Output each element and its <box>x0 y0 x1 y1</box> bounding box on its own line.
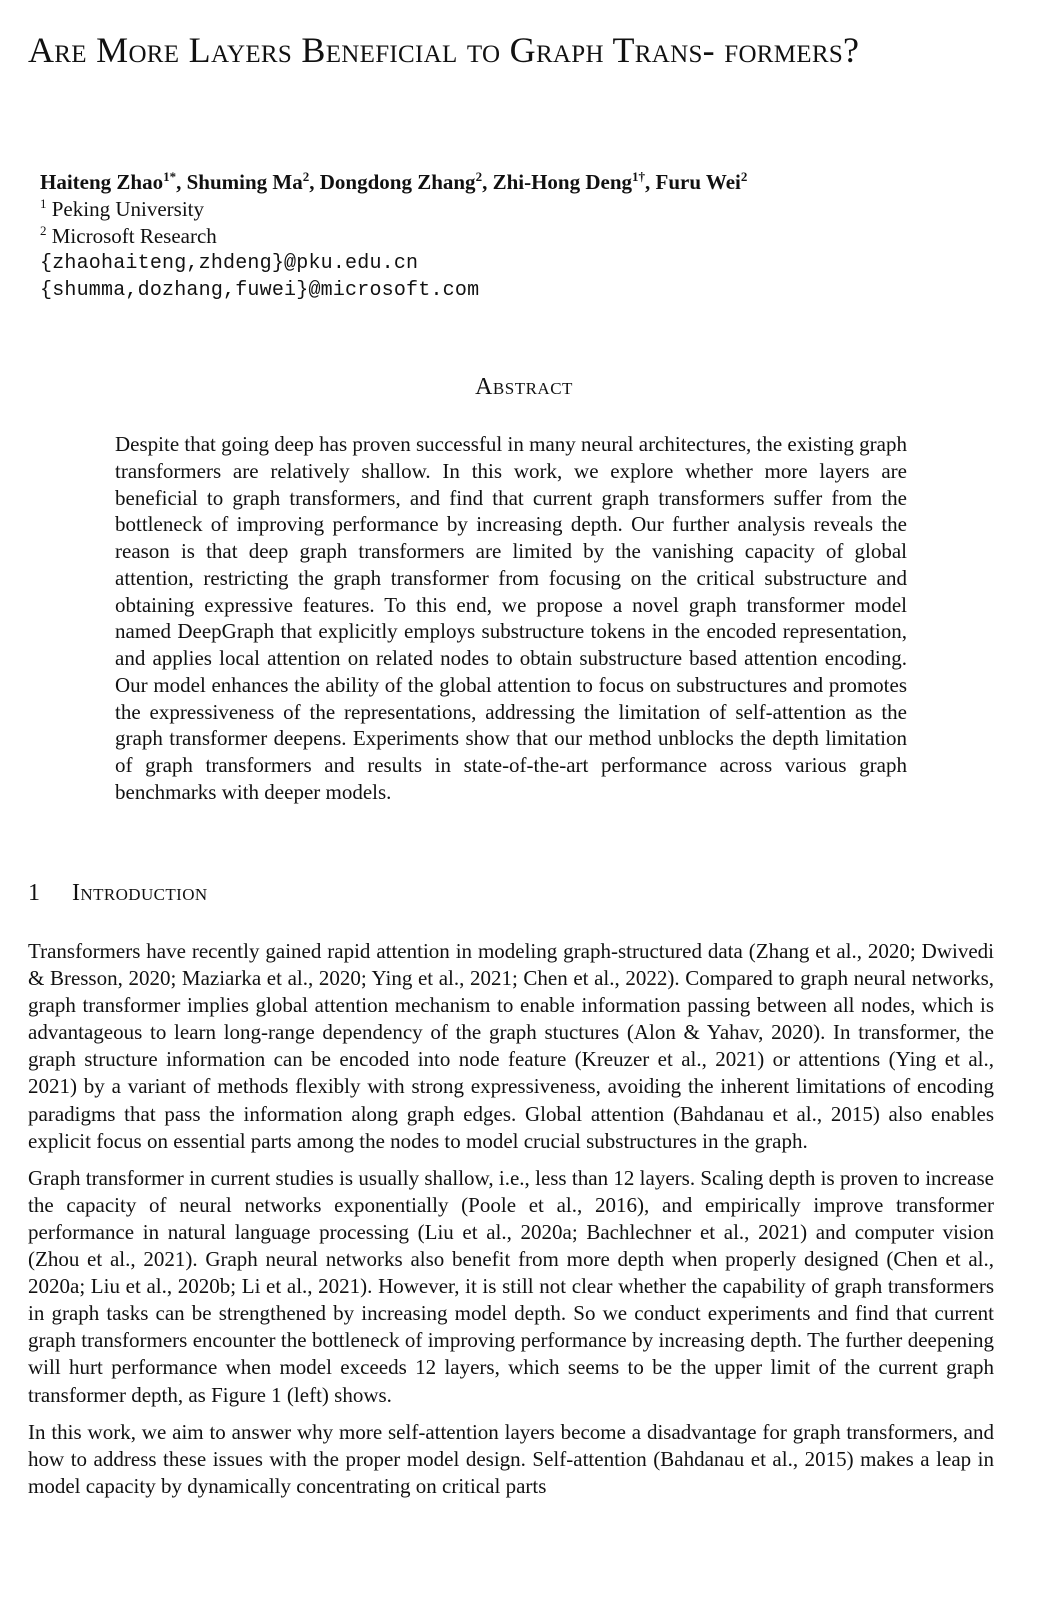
author: Dongdong Zhang$^2$, <box>319 169 493 194</box>
author: Zhi-Hong Deng$^{1\dagger}$, <box>492 169 656 194</box>
author: Furu Wei$^2$ <box>655 169 748 194</box>
section-heading <box>28 880 1008 907</box>
affiliation: $^1$ Peking University <box>40 196 204 221</box>
paragraph: In this work, we aim to answer why more self-attention layers become a disadvantage for graph transformers, and how to address these issues with the proper model design. Self-attention (Bahdanau et al., 2015) makes a leap in model capacity by dynamically concentrating on critical parts <box>28 1419 994 1498</box>
section-body <box>28 938 994 1510</box>
email-line: {zhaohaiteng,zhdeng}@pku.edu.cn <box>40 252 419 275</box>
section-title: Introduction <box>72 880 208 906</box>
abstract-text: Despite that going deep has proven successful in many neural architectures, the existing graph transformers are relatively shallow. In this work, we explore whether more layers are beneficial to graph transformers, and find that current graph transformers suffer from the bottleneck of improving performance by increasing depth. Our further analysis reveals the reason is that deep graph transformers are limited by the vanishing capacity of global attention, restricting the graph transformer from focusing on the critical substructure and obtaining expressive features. To this end, we propose a novel graph transformer model named DeepGraph that explicitly employs substructure tokens in the encoded representation, and applies local attention on related nodes to obtain substructure based attention encoding. Our model enhances the ability of the global attention to focus on substructures and promotes the expressiveness of the representations, addressing the limitation of self-attention as the graph transformer deepens. Experiments show that our method unblocks the depth limitation of graph transformers and results in state-of-the-art performance across various graph benchmarks with deeper models. <box>115 432 907 804</box>
abstract-heading: Abstract <box>475 374 573 400</box>
paper-title: Are More Layers Beneficial to Graph Trans- formers? <box>28 30 860 70</box>
author: Shuming Ma$^2$, <box>186 169 320 194</box>
affiliation: $^2$ Microsoft Research <box>40 223 217 248</box>
paragraph: Graph transformer in current studies is usually shallow, i.e., less than 12 layers. Scaling depth is proven to increase the capacity of neural networks exponentially (Poole et al., 2016), and empirically improve transformer performance in natural language processing (Liu et al., 2020a; Bachlechner et al., 2021) and computer vision (Zhou et al., 2021). Graph neural networks also benefit from more depth when properly designed (Chen et al., 2020a; Liu et al., 2020b; Li et al., 2021). However, it is still not clear whether the capability of graph transformers in graph tasks can be strengthened by increasing model depth. So we conduct experiments and find that current graph transformers encounter the bottleneck of improving performance by increasing depth. The further deepening will hurt performance when model exceeds 12 layers, which seems to be the upper limit of the current graph transformer depth, as Figure 1 (left) shows. <box>28 1165 994 1407</box>
author-block <box>40 168 1020 304</box>
paragraph: Transformers have recently gained rapid attention in modeling graph-structured data (Zhang et al., 2020; Dwivedi & Bresson, 2020; Maziarka et al., 2020; Ying et al., 2021; Chen et al., 2022). Compared to graph neural networks, graph transformer implies global attention mechanism to enable information passing between all nodes, which is advantageous to learn long-range dependency of the graph stuctures (Alon & Yahav, 2020). In transformer, the graph structure information can be encoded into node feature (Kreuzer et al., 2021) or attentions (Ying et al., 2021) by a variant of methods flexibly with strong expressiveness, avoiding the inherent limitations of encoding paradigms that pass the information along graph edges. Global attention (Bahdanau et al., 2015) also enables explicit focus on essential parts among the nodes to model crucial substructures in the graph. <box>28 939 994 1153</box>
email-line: {shumma,dozhang,fuwei}@microsoft.com <box>40 279 480 302</box>
author-list <box>40 168 1020 196</box>
author: Haiteng Zhao$^{1*}$, <box>40 169 187 194</box>
section-number: 1 <box>28 880 41 906</box>
